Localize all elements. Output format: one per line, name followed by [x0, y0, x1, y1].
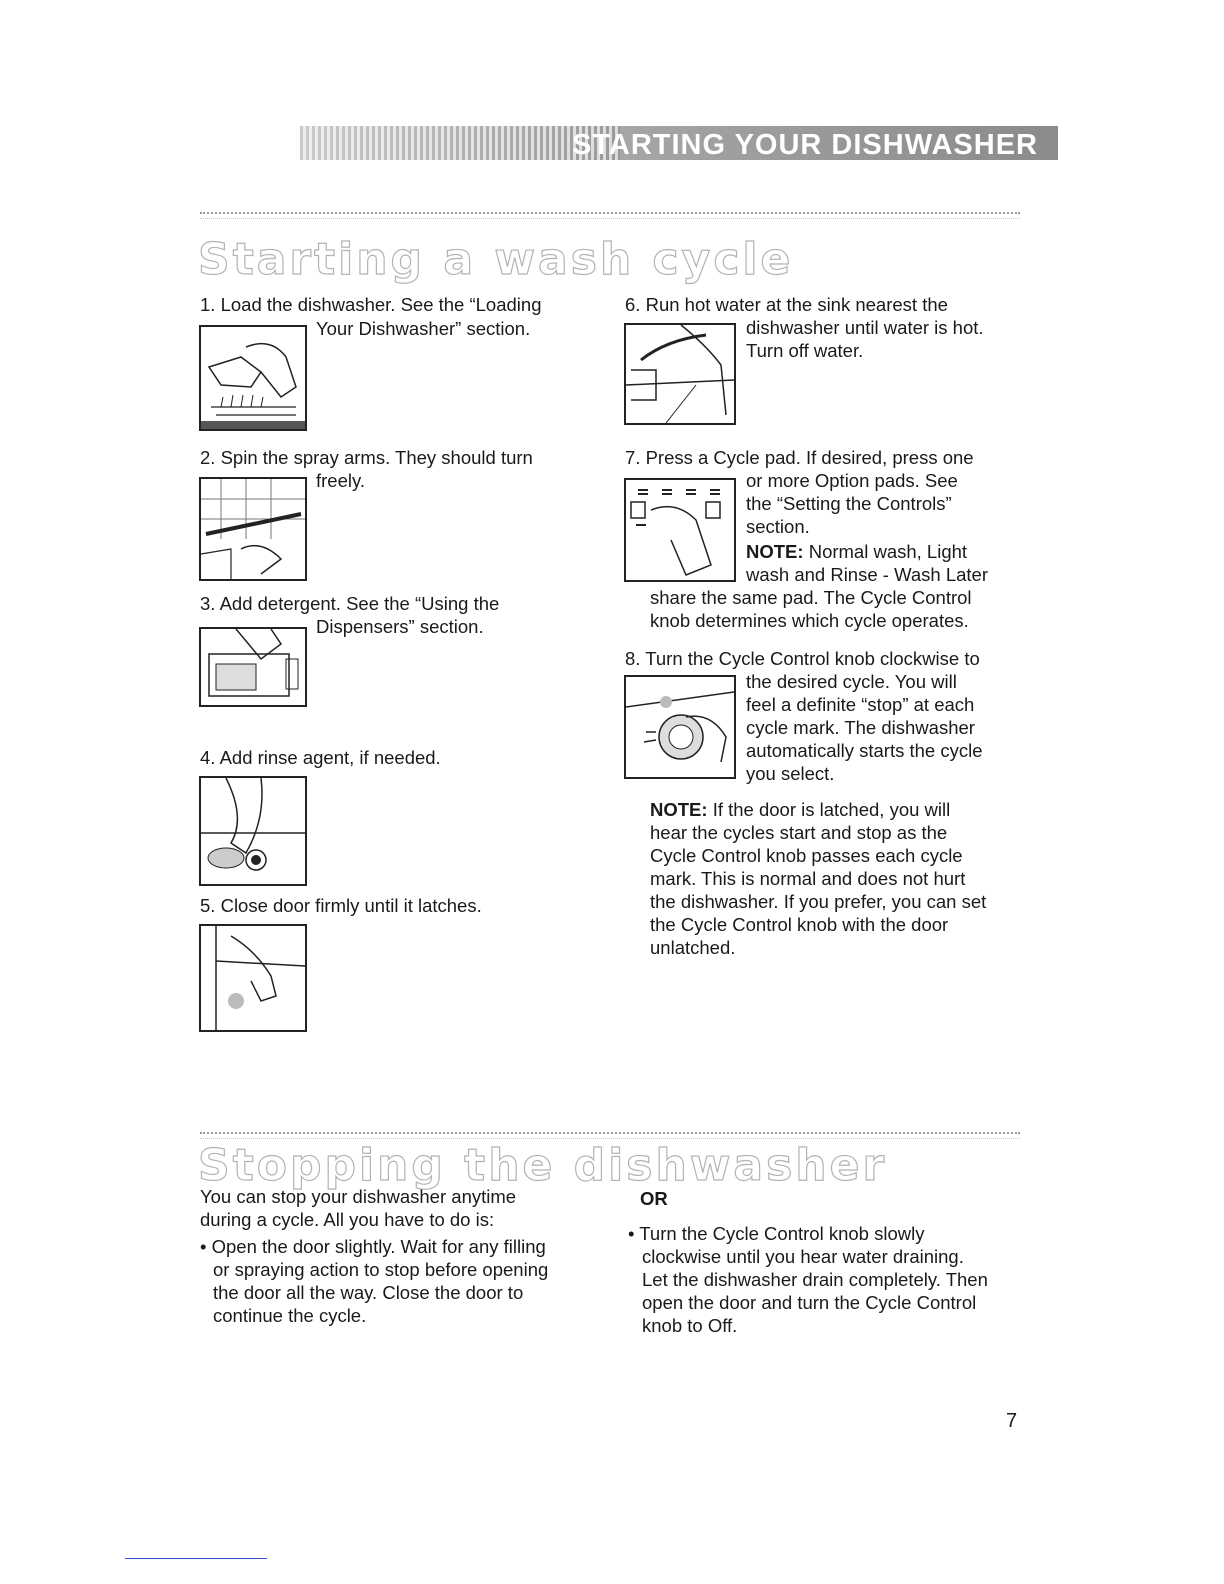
step-8-text-cont: the desired cycle. You will — [746, 671, 957, 692]
step-6-text-cont: dishwasher until water is hot. — [746, 317, 984, 338]
page-number: 7 — [1006, 1410, 1018, 1432]
loading-dishes-icon — [199, 325, 307, 431]
stopping-intro: You can stop your dishwasher anytime — [200, 1186, 517, 1207]
footer-line — [125, 1558, 267, 1559]
step-8-text-cont: cycle mark. The dishwasher — [746, 717, 975, 738]
bullet-line: continue the cycle. — [213, 1305, 367, 1326]
bullet-line: or spraying action to stop before opening — [213, 1259, 549, 1280]
step-5-text: 5. Close door firmly until it latches. — [200, 895, 482, 916]
bullet-dot: • — [628, 1223, 635, 1244]
step-7-text-cont: the “Setting the Controls” — [746, 493, 952, 514]
control-pad-icon — [624, 478, 736, 582]
step-8-text-cont: feel a definite “stop” at each — [746, 694, 975, 715]
cycle-knob-icon — [624, 675, 736, 779]
stopping-bullet-2: • Turn the Cycle Control knob slowly — [628, 1223, 925, 1244]
step-7-text-cont: section. — [746, 516, 810, 537]
banner-title: STARTING YOUR DISHWASHER — [571, 129, 1038, 160]
step-7-note: NOTE: Normal wash, Light — [746, 541, 968, 562]
bullet-line: the door all the way. Close the door to — [213, 1282, 524, 1303]
bullet-line: clockwise until you hear water draining. — [642, 1246, 964, 1267]
step-8-text-cont: automatically starts the cycle — [746, 740, 983, 761]
step-6-text-cont: Turn off water. — [746, 340, 864, 361]
bullet-line: open the door and turn the Cycle Control — [642, 1292, 977, 1313]
stopping-bullet-1: • Open the door slightly. Wait for any filling — [200, 1236, 546, 1257]
stopping-intro: during a cycle. All you have to do is: — [200, 1209, 495, 1230]
step-7-note-cont: share the same pad. The Cycle Control — [650, 587, 972, 608]
bullet-dot: • — [200, 1236, 207, 1257]
step-1-text: 1. Load the dishwasher. See the “Loading — [200, 294, 542, 315]
sink-faucet-icon — [624, 323, 736, 425]
step-7-note-cont: knob determines which cycle operates. — [650, 610, 969, 631]
rinse-agent-icon — [199, 776, 307, 886]
step-8-text-cont: you select. — [746, 763, 835, 784]
step-8-text: 8. Turn the Cycle Control knob clockwise to — [625, 648, 980, 669]
step-7-text-cont: or more Option pads. See — [746, 470, 958, 491]
step-4-text: 4. Add rinse agent, if needed. — [200, 747, 441, 768]
step-1-text-cont: Your Dishwasher” section. — [316, 318, 531, 339]
note-line: hear the cycles start and stop as the — [650, 822, 948, 843]
note-line: the Cycle Control knob with the door — [650, 914, 949, 935]
step-number: 1. — [200, 294, 216, 315]
bullet-line: Let the dishwasher drain completely. Then — [642, 1269, 988, 1290]
close-door-icon — [199, 924, 307, 1032]
spray-arms-icon — [199, 477, 307, 581]
note-line: unlatched. — [650, 937, 736, 958]
note-line: Cycle Control knob passes each cycle — [650, 845, 963, 866]
section-title-starting: Starting a wash cycle — [198, 234, 794, 285]
header-banner — [300, 126, 1058, 160]
note-line: mark. This is normal and does not hurt — [650, 868, 966, 889]
step-2-text: 2. Spin the spray arms. They should turn — [200, 447, 533, 468]
step-7-text: 7. Press a Cycle pad. If desired, press one — [625, 447, 974, 468]
section-divider — [200, 1132, 1020, 1139]
section-title-stopping: Stopping the dishwasher — [198, 1140, 888, 1191]
detergent-dispenser-icon — [199, 627, 307, 707]
step-2-text-cont: freely. — [316, 470, 366, 491]
bullet-line: knob to Off. — [642, 1315, 738, 1336]
or-label: OR — [640, 1188, 668, 1209]
note-line: the dishwasher. If you prefer, you can set — [650, 891, 987, 912]
step-3-text: 3. Add detergent. See the “Using the — [200, 593, 500, 614]
step-7-note-cont: wash and Rinse - Wash Later — [746, 564, 988, 585]
step-3-text-cont: Dispensers” section. — [316, 616, 484, 637]
section-divider — [200, 212, 1020, 219]
step-6-text: 6. Run hot water at the sink nearest the — [625, 294, 948, 315]
note-block: NOTE: If the door is latched, you will — [650, 799, 951, 820]
